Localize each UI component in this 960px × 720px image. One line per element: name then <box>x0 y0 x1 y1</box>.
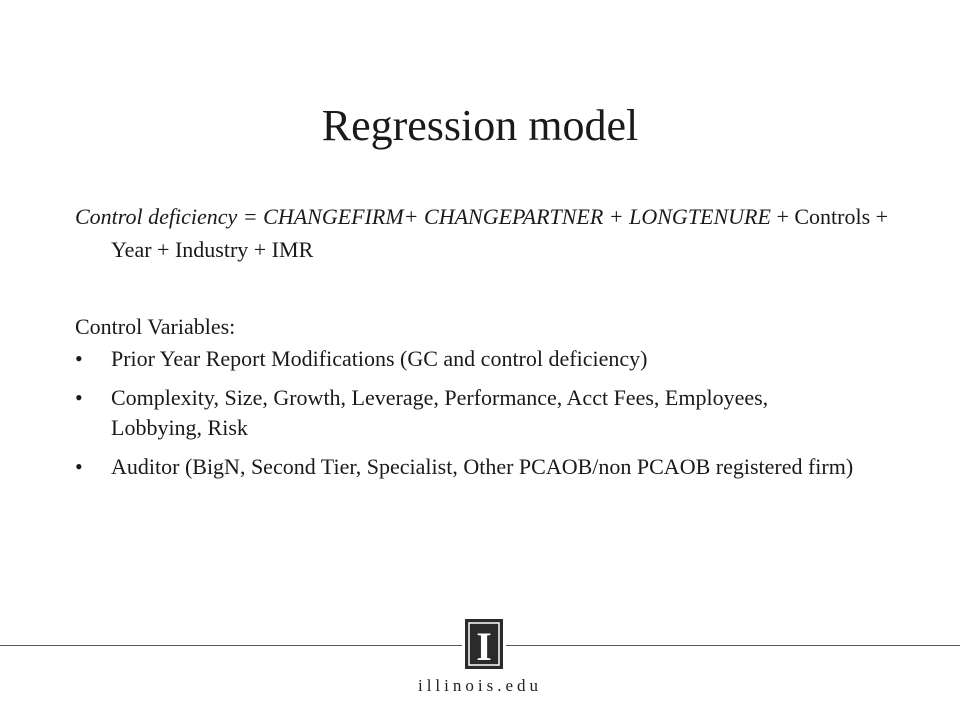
list-item <box>75 452 855 482</box>
slide-title: Regression model <box>321 101 639 150</box>
bullet-icon: • <box>75 385 83 410</box>
list-item <box>75 383 855 443</box>
bullet-icon: • <box>75 454 83 479</box>
equation-italic-part: Control deficiency = CHANGEFIRM+ CHANGEPARTNER + LONGTENURE <box>75 204 771 229</box>
bullet-list <box>75 344 855 491</box>
bullet-icon: • <box>75 346 83 371</box>
block-i-logo-icon <box>462 616 506 672</box>
regression-equation <box>75 200 891 266</box>
equation-plain-part: + Controls + Year + Industry + IMR <box>111 204 889 262</box>
logo-letter: I <box>476 624 492 669</box>
bullet-text: Prior Year Report Modifications (GC and control deficiency) <box>111 346 648 371</box>
controls-heading: Control Variables: <box>75 314 236 339</box>
bullet-text: Auditor (BigN, Second Tier, Specialist, Other PCAOB/non PCAOB registered firm) <box>111 454 854 479</box>
list-item <box>75 344 855 374</box>
bullet-text: Complexity, Size, Growth, Leverage, Performance, Acct Fees, Employees, Lobbying, Risk <box>111 385 769 440</box>
footer-url[interactable]: illinois.edu <box>417 676 543 695</box>
